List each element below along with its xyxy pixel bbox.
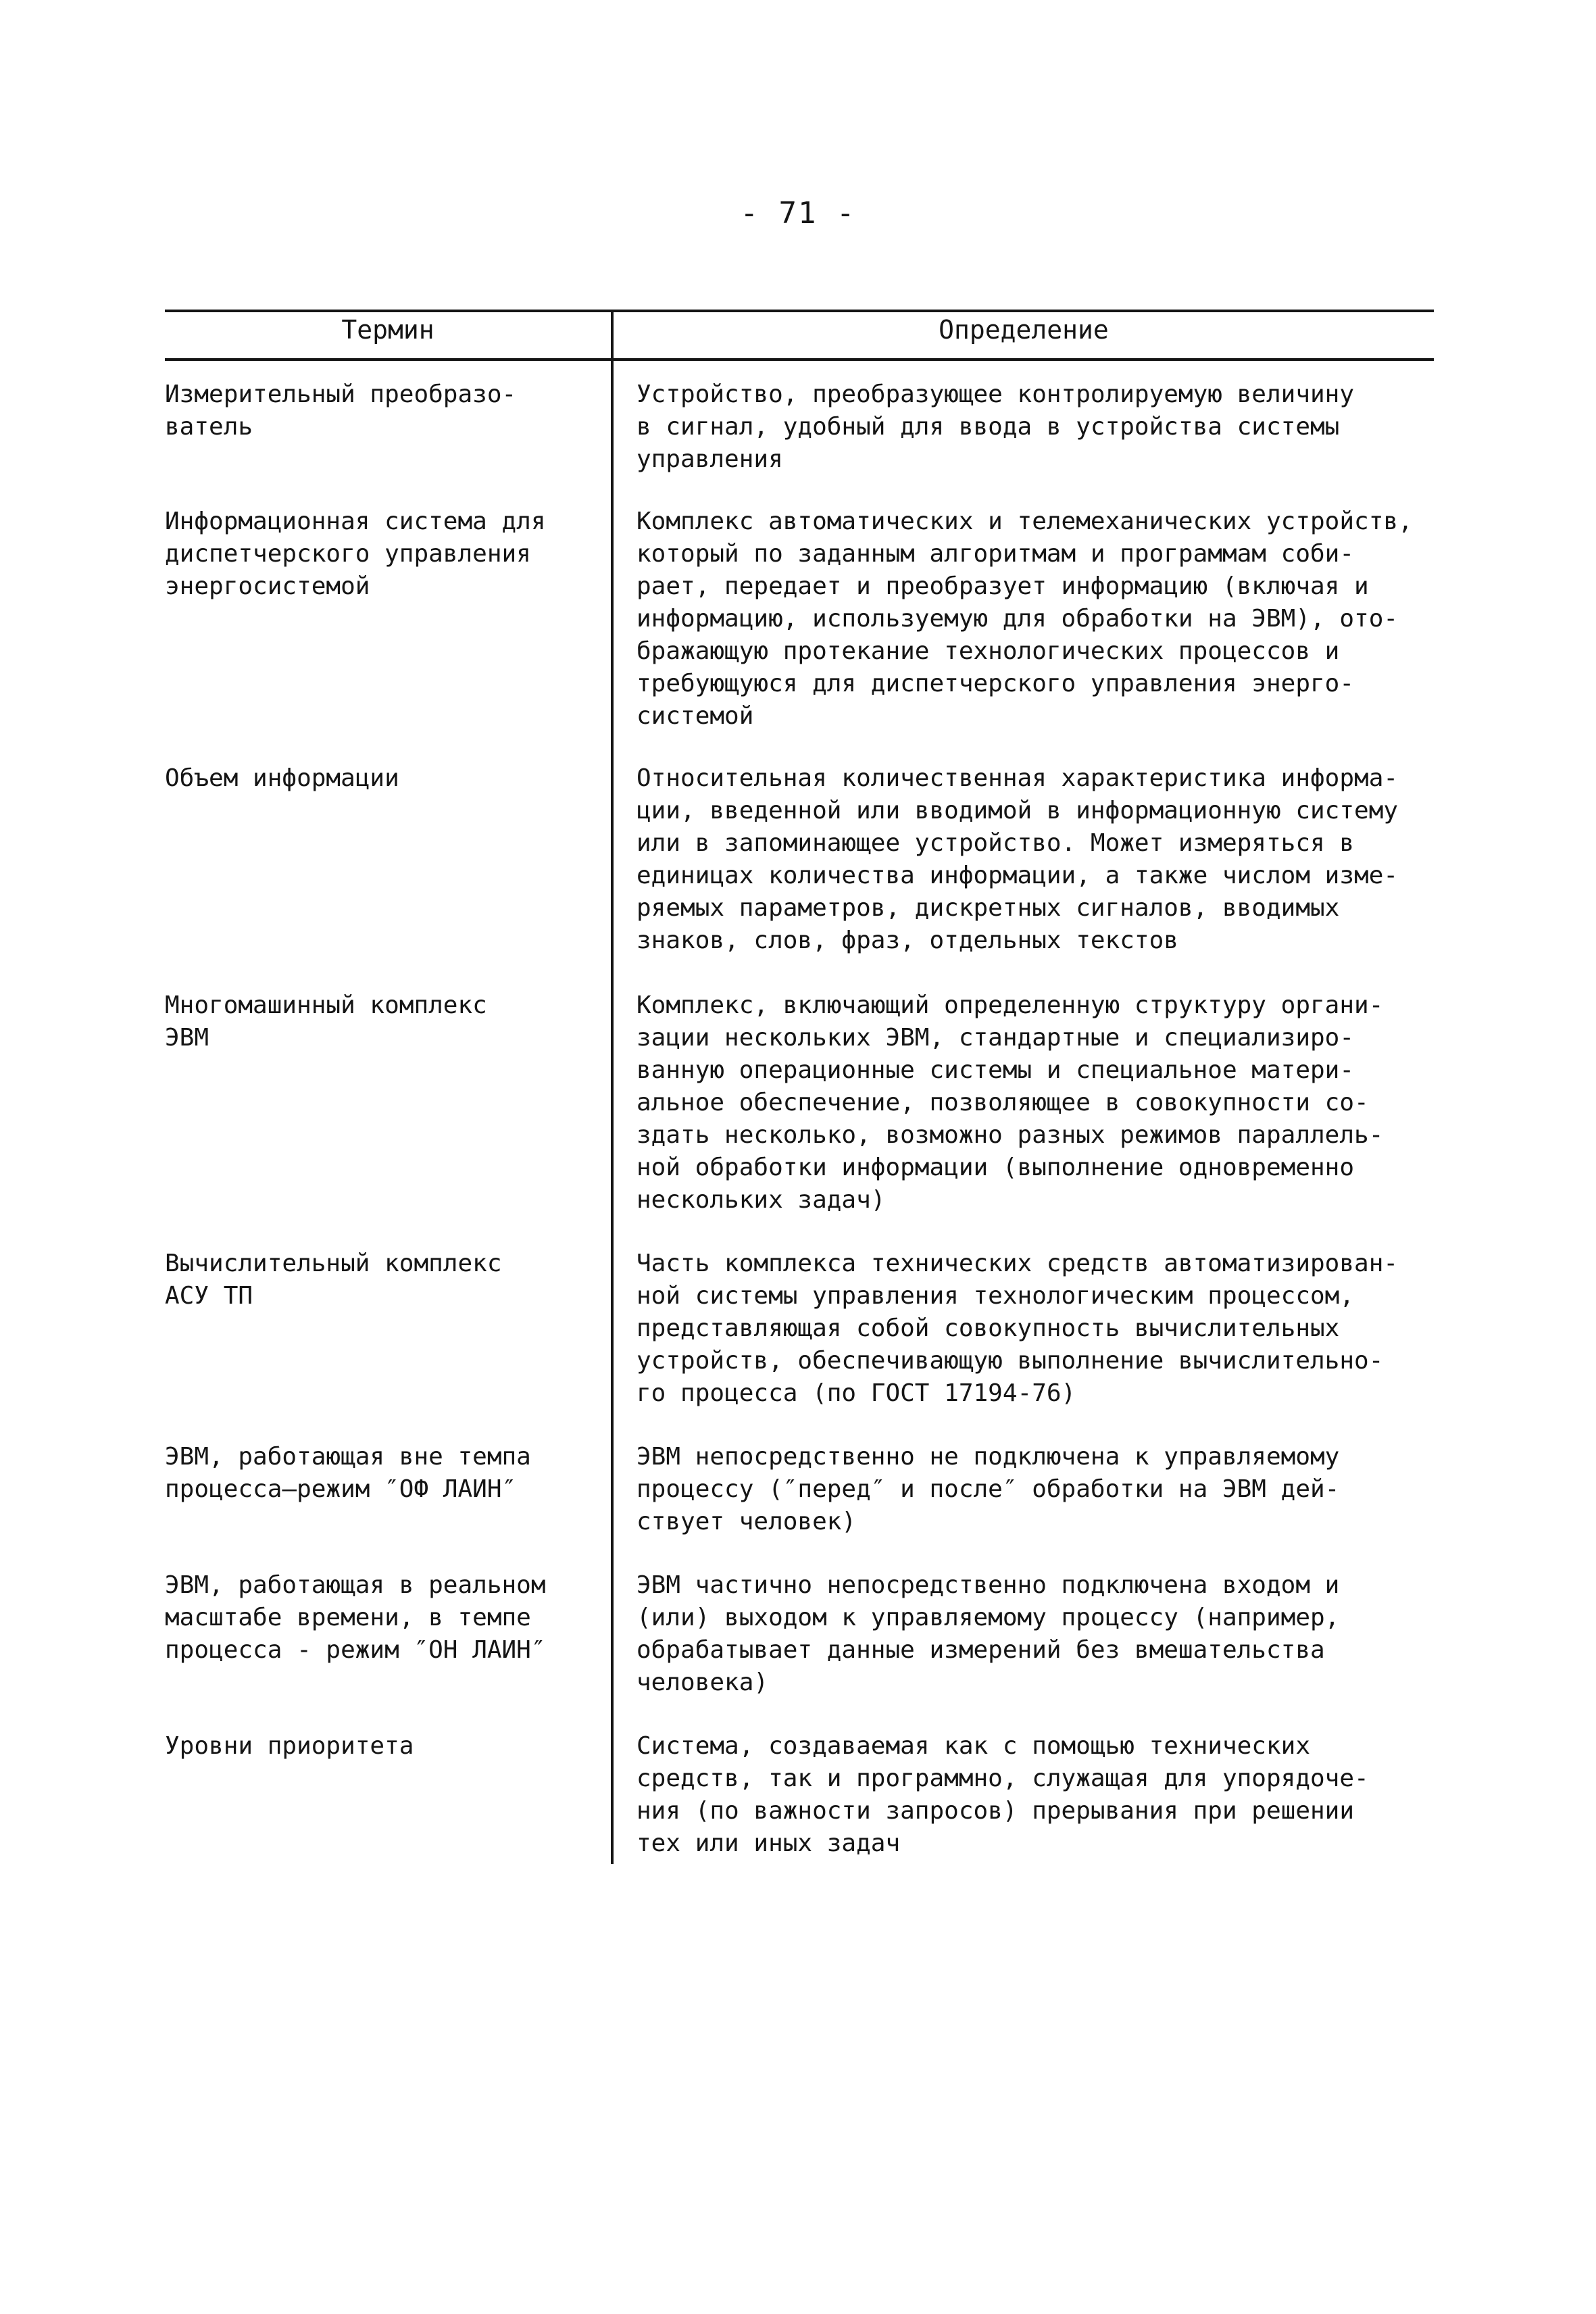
table-top-rule [165, 310, 1434, 312]
term-cell: Уровни приоритета [165, 1732, 414, 1760]
definition-cell: Относительная количественная характеристика информа- ции, введенной или вводимой в информационную систему или в запоминающее устройство. Может измеряться в единицах количества информации, а также числом изме- ряемых параметров, дискретных сигналов, вводимых знаков, слов, фраз, отдельных текстов [637, 764, 1399, 954]
column-header-term: Термин [341, 315, 434, 345]
definition-cell: Часть комплекса технических средств автоматизирован- ной системы управления технологическим процессом, представляющая собой совокупность вычислительных устройств, обеспечивающую выполнение вычислительно- го процесса (по ГОСТ 17194-76) [637, 1250, 1399, 1407]
definition-cell: Комплекс автоматических и телемеханических устройств, который по заданным алгоритмам и программам соби- рает, передает и преобразует информацию (включая и информацию, используемую для обработки на ЭВМ), ото- бражающую протекание технологических процессов и требующуюся для диспетчерского управления энерго- системой [637, 508, 1413, 730]
term-cell: Информационная система для диспетчерского управления энергосистемой [165, 508, 546, 600]
term-cell: Вычислительный комплекс АСУ ТП [165, 1250, 502, 1310]
term-cell: Измерительный преобразо- ватель [165, 380, 517, 441]
definition-cell: ЭВМ непосредственно не подключена к управляемому процессу (″перед″ и после″ обработки на ЭВМ дей- ствует человек) [637, 1443, 1340, 1535]
definition-cell: Система, создаваемая как с помощью технических средств, так и программно, служащая для упорядоче- ния (по важности запросов) прерывания при решении тех или иных задач [637, 1732, 1369, 1857]
definition-cell: Комплекс, включающий определенную структуру органи- зации нескольких ЭВМ, стандартные и специализиро- ванную операционные системы и специальное матери- альное обеспечение, позволяющее в совокупности со- здать несколько, возможно разных режимов параллель- ной обработки информации (выполнение одновременно нескольких задач) [637, 991, 1384, 1214]
term-cell: ЭВМ, работающая в реальном масштабе времени, в темпе процесса - режим ″ОН ЛАИН″ [165, 1571, 546, 1664]
term-cell: ЭВМ, работающая вне темпа процесса–режим ″ОФ ЛАИН″ [165, 1443, 531, 1503]
table-column-divider [611, 310, 614, 1864]
column-header-definition: Определение [939, 315, 1109, 345]
page-number: - 71 - [740, 196, 856, 230]
term-cell: Многомашинный комплекс ЭВМ [165, 991, 487, 1052]
table-header-rule [165, 358, 1434, 361]
definition-cell: ЭВМ частично непосредственно подключена входом и (или) выходом к управляемому процессу (например, обрабатывает данные измерений без вмешательства человека) [637, 1571, 1340, 1696]
definition-cell: Устройство, преобразующее контролируемую величину в сигнал, удобный для ввода в устройства системы управления [637, 380, 1355, 473]
term-cell: Объем информации [165, 764, 399, 792]
